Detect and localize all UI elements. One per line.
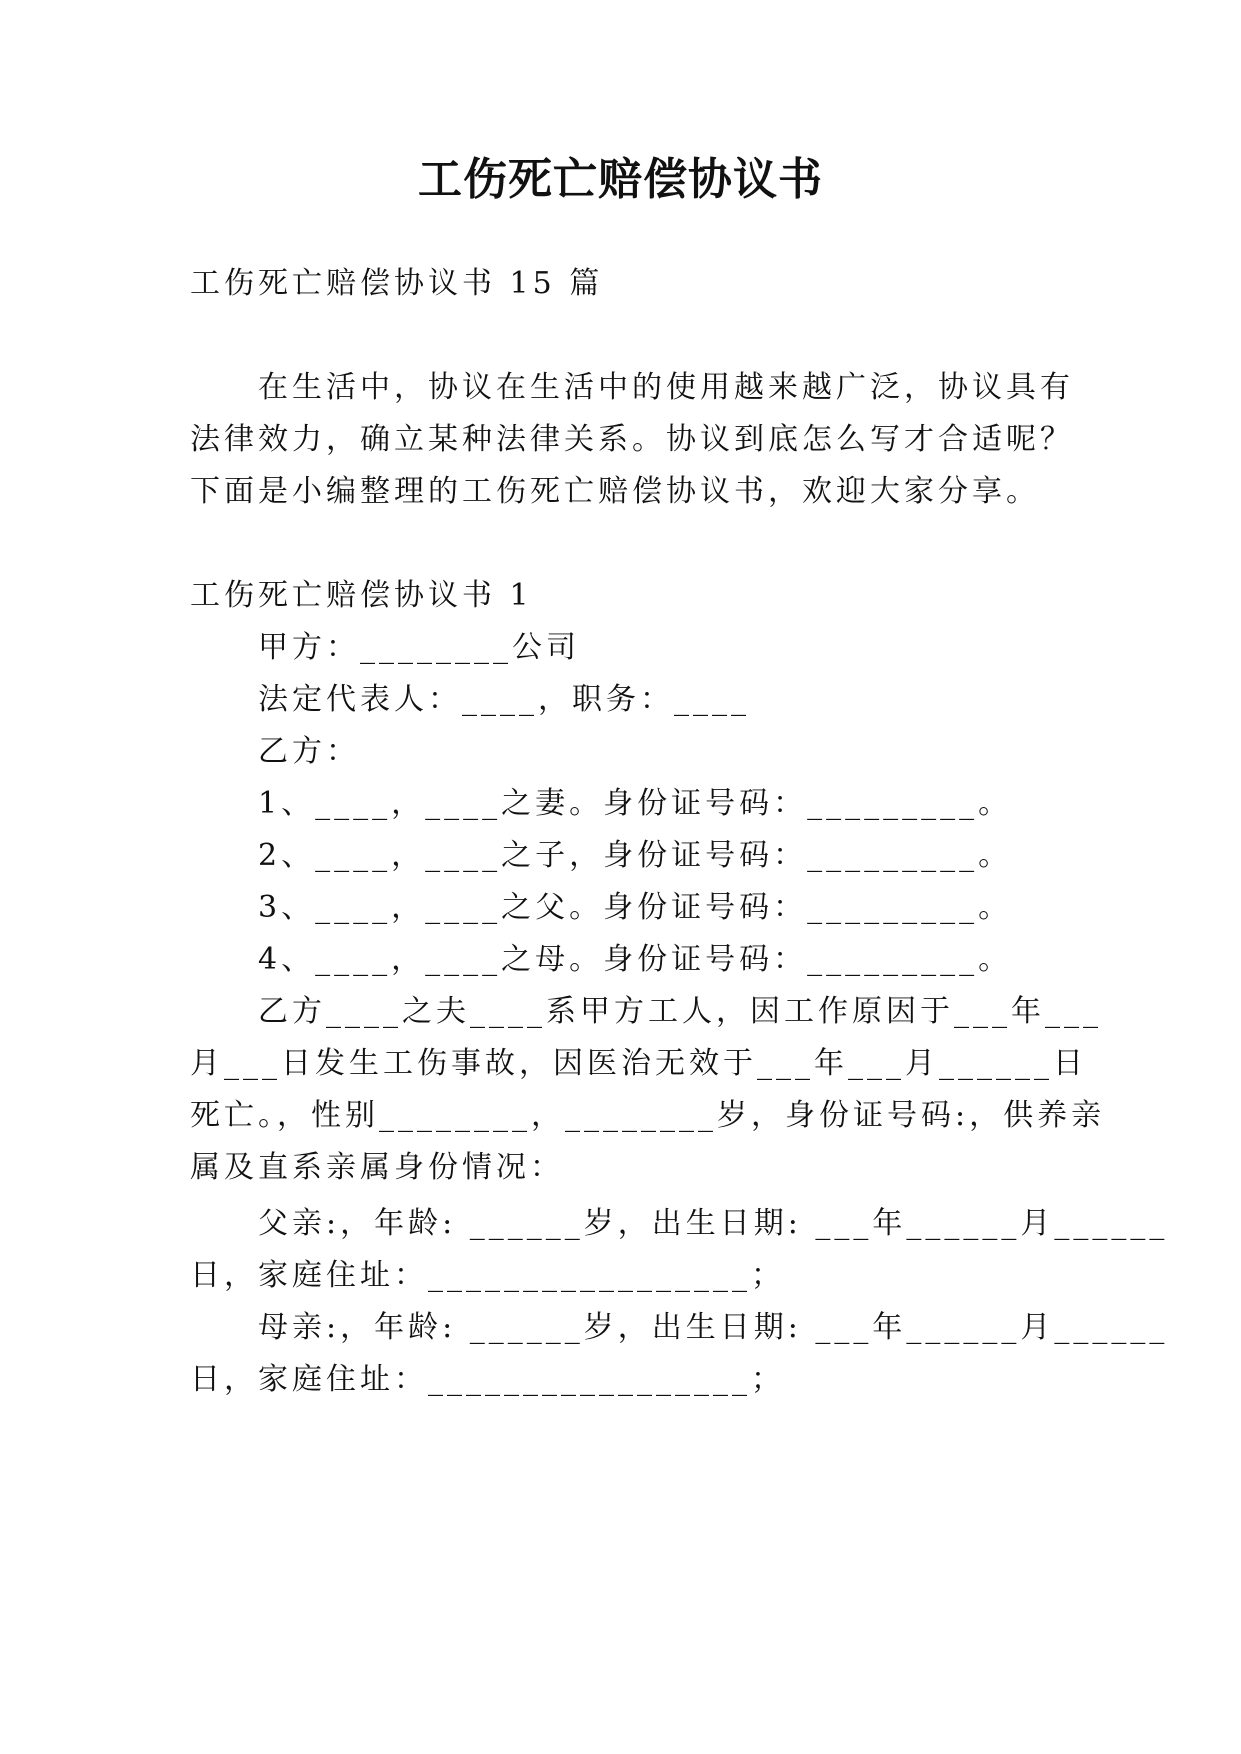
- father-info-line: 父亲:，年龄: ______岁，出生日期: ___年______月______: [258, 1206, 1169, 1241]
- party-b-item-4: 4、____，____之母。身份证号码：_________。: [258, 942, 1013, 977]
- intro-line-2: 法律效力，确立某种法律关系。协议到底怎么写才合适呢？: [190, 422, 1074, 457]
- mother-address-line: 日，家庭住址：_________________；: [190, 1362, 785, 1397]
- document-subtitle: 工伤死亡赔偿协议书 15 篇: [190, 266, 604, 301]
- father-address-line: 日，家庭住址：_________________；: [190, 1258, 785, 1293]
- section-heading: 工伤死亡赔偿协议书 1: [190, 578, 533, 613]
- intro-line-3: 下面是小编整理的工伤死亡赔偿协议书，欢迎大家分享。: [190, 474, 1040, 509]
- party-b-item-1: 1、____，____之妻。身份证号码：_________。: [258, 786, 1013, 821]
- body-line: 死亡。，性别________，________岁，身份证号码:，供养亲: [190, 1098, 1106, 1133]
- party-b-item-3: 3、____，____之父。身份证号码：_________。: [258, 890, 1013, 925]
- legal-representative-line: 法定代表人：____，职务：____: [258, 682, 750, 717]
- party-b-line: 乙方：: [258, 734, 360, 769]
- body-line: 月___日发生工伤事故，因医治无效于___年___月______日: [190, 1046, 1087, 1081]
- intro-line-1: 在生活中，协议在生活中的使用越来越广泛，协议具有: [258, 370, 1074, 405]
- mother-info-line: 母亲:，年龄: ______岁，出生日期: ___年______月______: [258, 1310, 1169, 1345]
- document-title: 工伤死亡赔偿协议书: [418, 154, 823, 205]
- body-line: 属及直系亲属身份情况：: [190, 1150, 564, 1185]
- body-line: 乙方____之夫____系甲方工人，因工作原因于___年___: [258, 994, 1102, 1029]
- party-a-line: 甲方：________公司: [258, 630, 580, 665]
- party-b-item-2: 2、____，____之子，身份证号码：_________。: [258, 838, 1013, 873]
